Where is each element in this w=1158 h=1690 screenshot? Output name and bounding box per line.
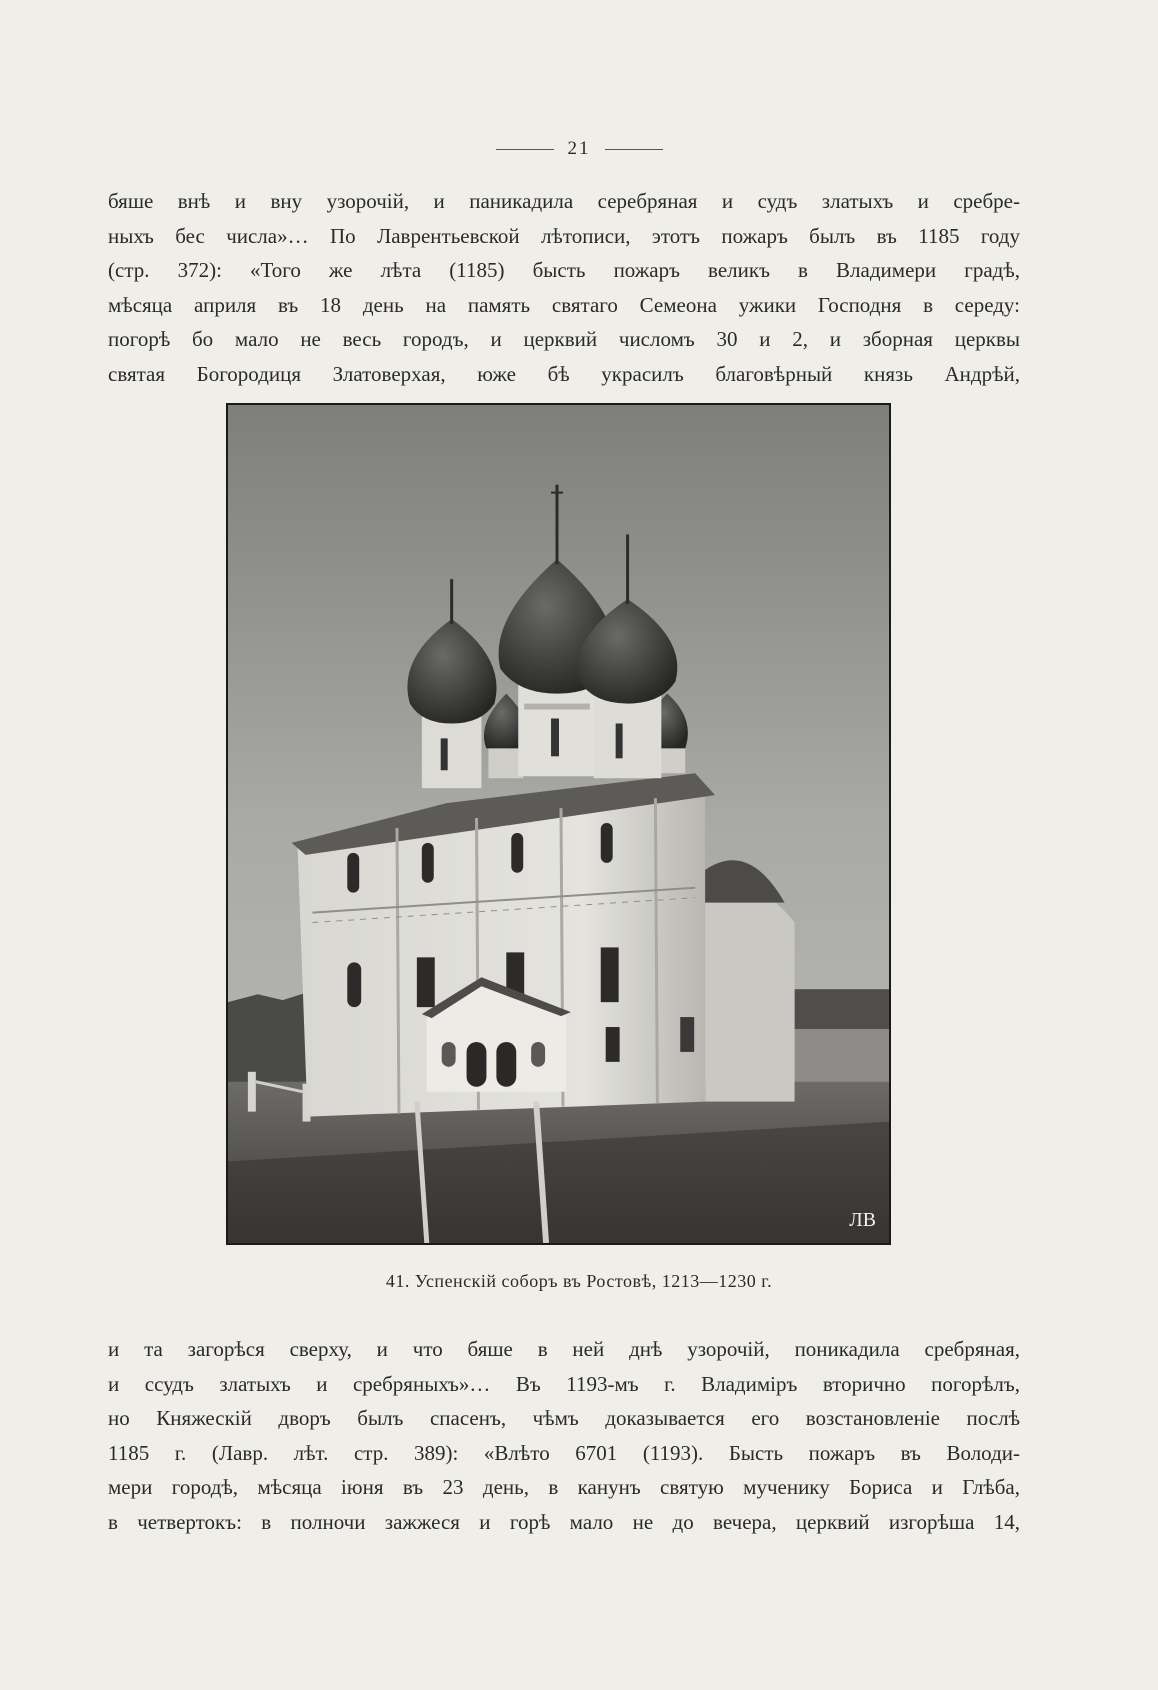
text-line: 1185 г. (Лавр. лѣт. стр. 389): «Влѣто 6701 (1193). Бысть пожаръ въ Володи- — [108, 1440, 1020, 1465]
text-line: и та загорѣся сверху, и что бяше в ней днѣ узорочій, поникадила сребряная, — [108, 1337, 1020, 1361]
text-line: святая Богородиця Златоверхая, юже бѣ украсилъ благовѣрный князь Андрѣй, — [108, 361, 1020, 386]
photographer-monogram: ЛВ — [849, 1209, 876, 1232]
text-line: погорѣ бо мало не весь городъ, и церквий числомъ 30 и 2, и зборная церквы — [108, 327, 1020, 351]
text-paragraph-bottom — [108, 1332, 1020, 1539]
text-paragraph-top — [108, 184, 1020, 391]
page-number-text: 21 — [567, 138, 591, 159]
text-line: ныхъ бес числа»… По Лаврентьевской лѣтописи, этотъ пожаръ былъ въ 1185 году — [108, 223, 1020, 248]
text-line: в четвертокъ: в полночи зажжеся и горѣ мало не до вечера, церквий изгорѣша 14, — [108, 1509, 1020, 1534]
page-number-rule-right — [605, 149, 663, 150]
figure-caption: 41. Успенскій соборъ въ Ростовѣ, 1213—1230 г. — [385, 1271, 773, 1291]
page-number-rule-left — [496, 149, 554, 150]
text-line: мѣсяца априля въ 18 день на память святаго Семеона ужики Господня в середу: — [108, 292, 1020, 317]
text-line: (стр. 372): «Того же лѣта (1185) бысть пожаръ великъ в Владимери градѣ, — [108, 258, 1020, 282]
text-line: но Княжескій дворъ былъ спасенъ, чѣмъ доказывается его возстановленіе послѣ — [108, 1406, 1020, 1430]
text-line: и ссудъ златыхъ и сребряныхъ»… Въ 1193-мъ г. Владиміръ вторично погорѣлъ, — [108, 1371, 1020, 1396]
page-number — [0, 138, 1158, 160]
cathedral-photograph — [226, 403, 891, 1245]
text-line: бяше внѣ и вну узорочій, и паникадила серебряная и судъ златыхъ и сребре- — [108, 189, 1020, 213]
text-line: мери городѣ, мѣсяца іюня въ 23 день, в канунъ святую мученику Бориса и Глѣба, — [108, 1475, 1020, 1499]
